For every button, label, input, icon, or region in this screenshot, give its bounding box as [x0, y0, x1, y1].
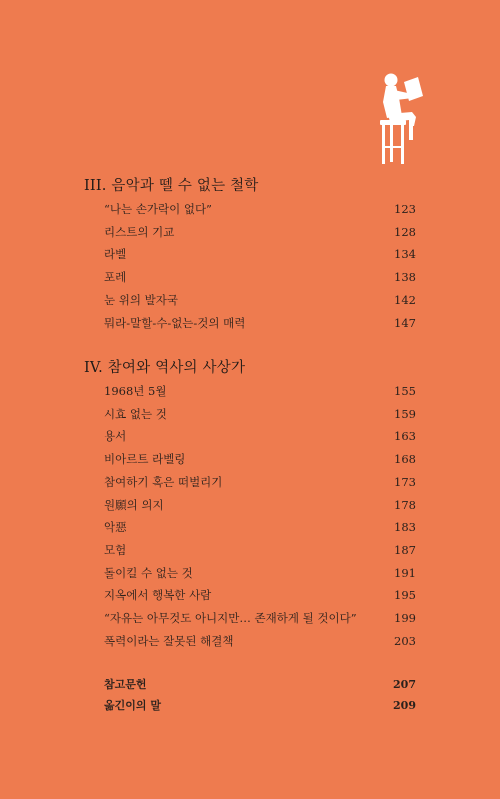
toc-entry[interactable] — [104, 609, 416, 627]
section-title: IV. 참여와 역사의 사상가 — [84, 360, 246, 376]
toc-entry[interactable] — [104, 586, 416, 604]
toc-entry-page: 159 — [394, 406, 416, 421]
toc-entry-title: 비아르트 라벨링 — [104, 452, 186, 467]
toc-entry[interactable] — [104, 473, 416, 491]
toc-entry-title: 참여하기 혹은 떠벌리기 — [104, 474, 223, 489]
toc-entry-page: 123 — [394, 202, 416, 216]
toc-entry-page: 142 — [394, 292, 416, 307]
toc-entry-title: 리스트의 기교 — [104, 224, 175, 239]
person-on-stool-reading-icon — [372, 72, 428, 166]
toc-entry-page: 183 — [394, 520, 416, 535]
toc-entry-title: 참고문헌 — [104, 678, 147, 691]
toc-entry-page: 147 — [394, 315, 416, 330]
toc-entry[interactable] — [104, 676, 416, 694]
toc-entry-title: 폭력이라는 잘못된 해결책 — [104, 633, 234, 648]
toc-entry[interactable] — [104, 405, 416, 423]
toc-entry-title: 시효 없는 것 — [104, 406, 167, 421]
toc-entry-title: 눈 위의 발자국 — [104, 292, 178, 307]
toc-entry[interactable] — [104, 450, 416, 468]
toc-entry-title: 1968년 5월 — [104, 384, 167, 398]
toc-entry-title: 용서 — [104, 429, 127, 444]
toc-entry-page: 128 — [394, 224, 416, 239]
toc-entry-title: 지옥에서 행복한 사람 — [104, 588, 212, 603]
toc-entry-title: 원願의 의지 — [104, 497, 164, 512]
toc-entry-page: 187 — [394, 542, 416, 557]
toc-entry-page: 155 — [394, 384, 416, 398]
toc-entry-title: 악惡 — [104, 520, 127, 535]
toc-entry[interactable] — [104, 268, 416, 286]
toc-entry-page: 199 — [394, 611, 416, 625]
toc-entry[interactable] — [104, 697, 416, 715]
toc-entry-page: 168 — [394, 452, 416, 467]
toc-entry-title: 포레 — [104, 270, 127, 285]
toc-entry-page: 207 — [393, 678, 416, 691]
toc-entry-title: “자유는 아무것도 아니지만… 존재하게 될 것이다” — [104, 611, 357, 625]
toc-entry[interactable] — [104, 245, 416, 263]
toc-entry[interactable] — [104, 291, 416, 309]
toc-entry-page: 134 — [394, 247, 416, 262]
toc-entry-title: 모험 — [104, 542, 127, 557]
toc-entry[interactable] — [104, 314, 416, 332]
section-title: III. 음악과 뗄 수 없는 철학 — [84, 178, 259, 194]
toc-entry-page: 178 — [394, 497, 416, 512]
toc-entry-title: “나는 손가락이 없다” — [104, 202, 212, 216]
toc-entry[interactable] — [104, 200, 416, 218]
toc-entry-page: 195 — [394, 588, 416, 603]
toc-entry-title: 라벨 — [104, 247, 127, 262]
toc-entry[interactable] — [104, 223, 416, 241]
toc-entry[interactable] — [104, 518, 416, 536]
toc-entry[interactable] — [104, 382, 416, 400]
toc-entry-page: 173 — [394, 474, 416, 489]
toc-entry-title: 뭐라-말할-수-없는-것의 매력 — [104, 315, 246, 330]
toc-entry-page: 163 — [394, 429, 416, 444]
toc-entry[interactable] — [104, 541, 416, 559]
toc-entry-page: 203 — [394, 633, 416, 648]
toc-entry-page: 191 — [394, 565, 416, 580]
toc-entry[interactable] — [104, 564, 416, 582]
toc-entry-page: 138 — [394, 270, 416, 285]
toc-entry-page: 209 — [393, 699, 416, 712]
toc-entry[interactable] — [104, 632, 416, 650]
toc-entry-title: 옮긴이의 말 — [104, 699, 161, 712]
toc-entry[interactable] — [104, 496, 416, 514]
toc-entry[interactable] — [104, 427, 416, 445]
toc-entry-title: 돌이킬 수 없는 것 — [104, 565, 193, 580]
